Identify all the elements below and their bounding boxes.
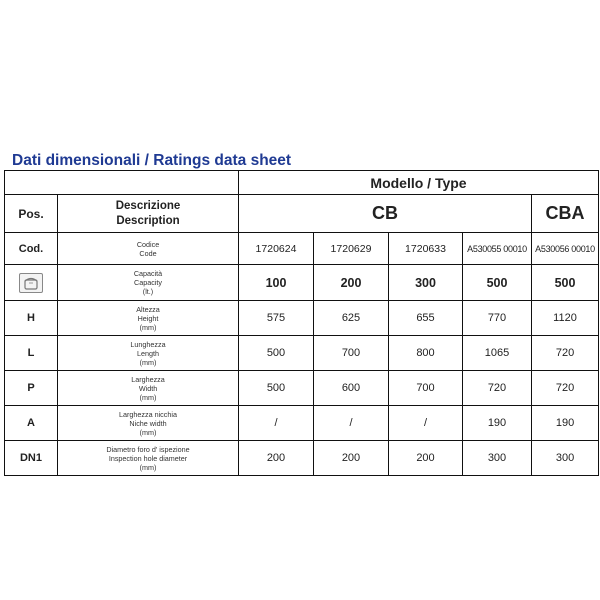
pos-cell: L	[5, 336, 58, 371]
value-cell: 300	[389, 265, 463, 301]
value-cell: 1065	[463, 336, 532, 371]
pos-cell	[5, 265, 58, 301]
value-cell: 300	[532, 441, 599, 476]
description-line: Capacity	[134, 278, 162, 287]
pos-cell: A	[5, 406, 58, 441]
table-row	[5, 265, 599, 301]
descrizione-label: Descrizione	[115, 199, 181, 212]
value-cell: 500	[239, 371, 314, 406]
description-cell	[58, 233, 239, 265]
value-cell: 800	[389, 336, 463, 371]
description-line: Diametro foro d' ispezione	[106, 444, 190, 454]
description-line: Altezza	[136, 304, 160, 314]
value-cell: 1120	[532, 301, 599, 336]
table-row	[5, 233, 599, 265]
value-cell: 500	[239, 336, 314, 371]
value-cell: 720	[463, 371, 532, 406]
description-cell	[58, 301, 239, 336]
description-cell	[58, 371, 239, 406]
value-cell: 700	[389, 371, 463, 406]
tank-capacity-icon	[19, 273, 43, 293]
pos-cell: H	[5, 301, 58, 336]
value-cell: 190	[532, 406, 599, 441]
value-cell: /	[314, 406, 389, 441]
value-cell: /	[239, 406, 314, 441]
value-cell: 200	[389, 441, 463, 476]
description-line: Height	[137, 313, 159, 323]
value-cell: 770	[463, 301, 532, 336]
value-cell: 190	[463, 406, 532, 441]
description-cell	[58, 406, 239, 441]
description-cell	[58, 265, 239, 301]
description-line: (lt.)	[142, 287, 154, 296]
value-cell: 1720633	[389, 233, 463, 265]
description-line: (mm)	[139, 392, 157, 402]
value-cell: /	[389, 406, 463, 441]
description-line: Niche width	[129, 418, 167, 428]
description-line: (mm)	[139, 357, 157, 367]
table-row	[5, 441, 599, 476]
description-line: Larghezza nicchia	[119, 409, 177, 419]
description-line: (mm)	[139, 462, 157, 472]
modello-row	[5, 171, 599, 195]
description-cell	[58, 441, 239, 476]
table-row	[5, 301, 599, 336]
table-row	[5, 371, 599, 406]
sheet-title: Dati dimensionali / Ratings data sheet	[12, 152, 292, 169]
value-cell: 1720629	[314, 233, 389, 265]
pos-cell: Cod.	[5, 233, 58, 265]
value-cell: 200	[314, 265, 389, 301]
value-cell: A530056 00010	[532, 233, 599, 265]
pos-cell: P	[5, 371, 58, 406]
value-cell: 100	[239, 265, 314, 301]
description-line: Lunghezza	[130, 339, 166, 349]
group-cb-header: CB	[239, 195, 532, 233]
value-cell: 200	[314, 441, 389, 476]
value-cell: 625	[314, 301, 389, 336]
value-cell: 1720624	[239, 233, 314, 265]
value-cell: 700	[314, 336, 389, 371]
description-line: Length	[137, 348, 159, 358]
description-line: Inspection hole diameter	[108, 453, 188, 463]
description-line: Width	[138, 383, 158, 393]
description-cell	[58, 336, 239, 371]
pos-header: Pos.	[5, 195, 58, 233]
description-line: Codice	[136, 239, 160, 249]
description-line: Larghezza	[131, 374, 165, 384]
pos-cell: DN1	[5, 441, 58, 476]
table-row	[5, 336, 599, 371]
modello-type-header: Modello / Type	[239, 171, 599, 195]
value-cell: 720	[532, 336, 599, 371]
ratings-table	[4, 170, 599, 476]
value-cell: 300	[463, 441, 532, 476]
value-cell: A530055 00010	[463, 233, 532, 265]
description-line: (mm)	[139, 427, 157, 437]
value-cell: 655	[389, 301, 463, 336]
value-cell: 500	[463, 265, 532, 301]
value-cell: 575	[239, 301, 314, 336]
description-line: (mm)	[139, 322, 157, 332]
table-row	[5, 406, 599, 441]
value-cell: 200	[239, 441, 314, 476]
value-cell: 600	[314, 371, 389, 406]
type-row	[5, 195, 599, 233]
value-cell: 500	[532, 265, 599, 301]
description-header	[58, 195, 239, 233]
value-cell: 720	[532, 371, 599, 406]
description-label: Description	[116, 214, 180, 227]
description-line: Capacità	[133, 269, 163, 278]
description-line: Code	[139, 248, 157, 258]
group-cba-header: CBA	[532, 195, 599, 233]
